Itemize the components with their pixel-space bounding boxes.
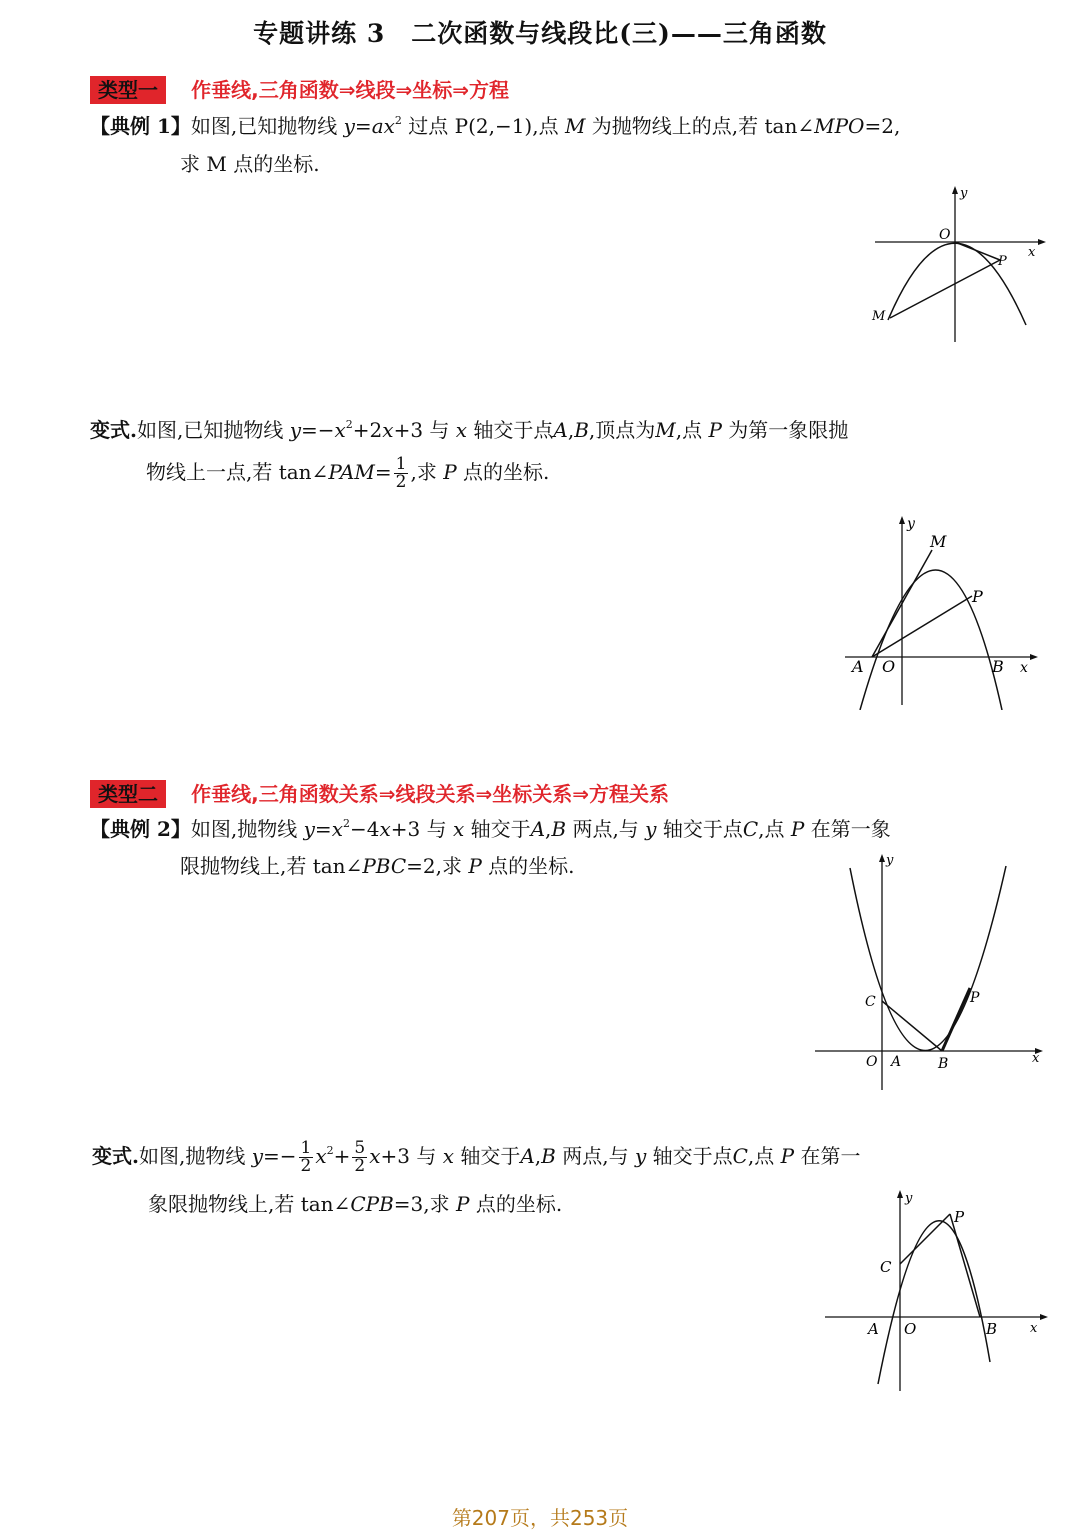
page-footer: 第207页，共253页 — [451, 1506, 629, 1530]
label-a: A — [852, 657, 864, 676]
example2-figure — [810, 848, 1050, 1093]
example2-line2: 限抛物线上,若 tan∠PBC=2,求 P 点的坐标. — [180, 854, 575, 878]
segment-pm — [890, 260, 1000, 318]
type2-tag: 类型二 — [90, 780, 166, 808]
example2-label: 【典例 2】 — [90, 817, 191, 841]
segment-ap — [872, 596, 972, 657]
label-b: B — [992, 657, 1004, 676]
page-title: 专题讲练 3 二次函数与线段比(三)——三角函数 — [253, 19, 827, 48]
label-m: M — [930, 532, 947, 551]
axis-x-label: x — [1028, 245, 1036, 260]
point-p: P(2,−1) — [454, 114, 533, 138]
example1-label: 【典例 1】 — [90, 114, 191, 138]
type1-tag: 类型一 — [90, 76, 166, 104]
label-o: O — [866, 1054, 878, 1070]
x-axis-arrow — [1040, 1314, 1048, 1320]
parabola — [878, 1221, 990, 1384]
parabola — [850, 866, 1006, 1051]
label-p: P — [998, 254, 1007, 269]
fraction-five-halves: $\frac{5}{2}$ — [354, 1138, 366, 1176]
x-axis-arrow — [1038, 239, 1046, 245]
label-c: C — [880, 1258, 892, 1276]
type1-header — [90, 76, 509, 104]
variant2-figure — [820, 1184, 1050, 1394]
segment-bp — [942, 988, 970, 1051]
axis-y-label: y — [905, 1191, 913, 1206]
fraction-one-half: $\frac{1}{2}$ — [395, 454, 407, 492]
type1-desc: 作垂线,三角函数⇒线段⇒坐标⇒方程 — [191, 78, 509, 102]
label-a: A — [891, 1054, 902, 1070]
y-axis-arrow — [897, 1190, 903, 1198]
variant2-label: 变式. — [92, 1144, 139, 1168]
axis-y-label: y — [960, 186, 968, 201]
y-axis-arrow — [879, 854, 885, 862]
axis-y-label: y — [907, 516, 915, 532]
label-a: A — [868, 1320, 879, 1338]
segment-cb — [882, 1001, 942, 1051]
type2-desc: 作垂线,三角函数关系⇒线段关系⇒坐标关系⇒方程关系 — [191, 782, 669, 806]
y-axis-arrow — [899, 516, 905, 524]
y-axis-arrow — [952, 186, 958, 194]
axis-x-label: x — [1030, 1321, 1038, 1336]
variant1-label: 变式. — [90, 418, 137, 442]
label-m: M — [872, 309, 886, 324]
example2-line1: 【典例 2】如图,抛物线 $y=x^2-4x+3$ 与 x 轴交于A,B 两点,与 y 轴交于点C,点 P 在第一象 — [90, 817, 891, 841]
axis-y-label: y — [886, 853, 894, 868]
axis-x-label: x — [1032, 1051, 1040, 1066]
label-c: C — [865, 994, 876, 1010]
variant2-line2: 象限抛物线上,若 tan∠CPB=3,求 P 点的坐标. — [148, 1192, 563, 1216]
segment-cp — [900, 1214, 950, 1264]
variant2-line1: 变式.如图,抛物线 y=− $\frac{1}{2}$ $x^2+$ $\frac{5}{2}$ x+3 与 x 轴交于A,B 两点,与 y 轴交于点C,点 P 在第一 — [92, 1138, 861, 1176]
variant1-line1: 变式.如图,已知抛物线 $y=-x^2+2x+3$ 与 x 轴交于点A,B,顶点为M,点 P 为第一象限抛 — [90, 418, 849, 442]
label-o: O — [939, 227, 951, 243]
label-p: P — [972, 587, 983, 606]
label-p: P — [970, 990, 980, 1006]
variant1-figure — [840, 510, 1050, 710]
example1-figure — [860, 180, 1050, 350]
label-p: P — [954, 1208, 965, 1226]
label-o: O — [904, 1320, 917, 1338]
label-b: B — [986, 1320, 998, 1338]
fraction-one-half: $\frac{1}{2}$ — [300, 1138, 312, 1176]
example1-line1: 【典例 1】如图,已知抛物线 $y=ax^2$ 过点 P(2,−1),点 M 为抛物线上的点,若 tan∠MPO=2, — [90, 114, 901, 138]
label-b: B — [938, 1056, 949, 1072]
segment-op — [955, 242, 1000, 260]
x-axis-arrow — [1030, 654, 1038, 660]
example1-line2: 求 M 点的坐标. — [180, 152, 320, 176]
axis-x-label: x — [1020, 660, 1028, 676]
variant1-line2: 物线上一点,若 tan∠PAM= $\frac{1}{2}$ ,求 P 点的坐标. — [146, 454, 550, 492]
label-o: O — [882, 657, 896, 676]
type2-header — [90, 780, 669, 808]
segment-pb — [950, 1214, 980, 1317]
